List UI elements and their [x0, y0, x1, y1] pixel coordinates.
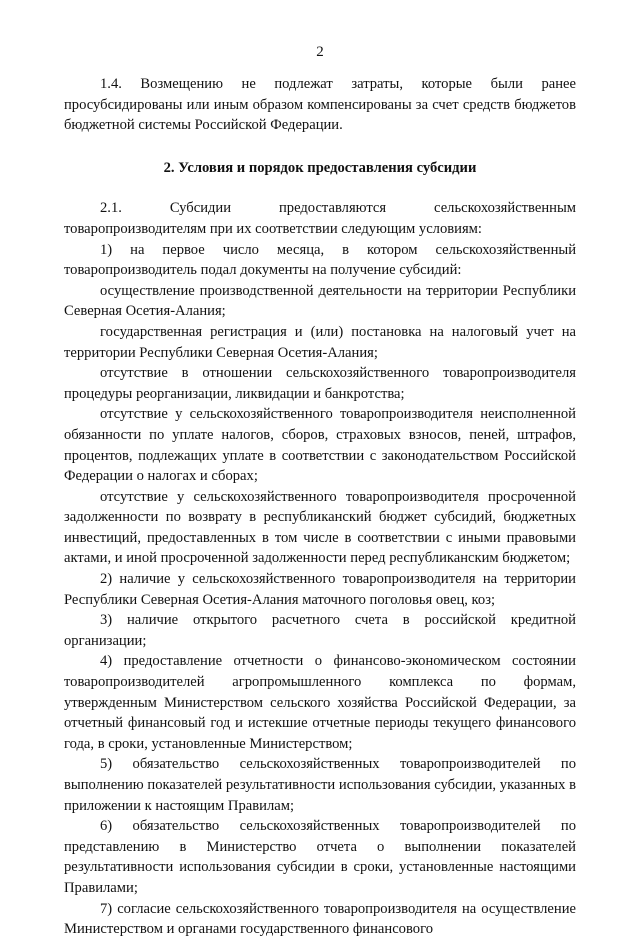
condition-1-no-reorganization: отсутствие в отношении сельскохозяйственного товаропроизводителя процедуры реорганизации, ликвидации и банкротства; [64, 365, 576, 402]
document-body [64, 74, 576, 940]
page-number: 2 [316, 44, 324, 60]
condition-6: 6) обязательство сельскохозяйственных товаропроизводителей по представлению в Министерство отчета о выполнении показателей результативности использования субсидии в сроки, установленные настоящими Правилами; [64, 818, 576, 896]
condition-5: 5) обязательство сельскохозяйственных товаропроизводителей по выполнению показателей результативности использования субсидии, указанных в приложении к настоящим Правилам; [64, 756, 576, 814]
paragraph-1-4: 1.4. Возмещению не подлежат затраты, которые были ранее просубсидированы или иным образом компенсированы за счет средств бюджетов бюджетной системы Российской Федерации. [64, 76, 576, 134]
condition-1-registration: государственная регистрация и (или) постановка на налоговый учет на территории Республики Северная Осетия-Алания; [64, 323, 576, 361]
condition-1-no-tax-debt: отсутствие у сельскохозяйственного товаропроизводителя неисполненной обязанности по уплате налогов, сборов, страховых взносов, пеней, штрафов, процентов, подлежащих уплате в соответствии с законодательством Российской Федерации о налогах и сборах; [64, 406, 576, 485]
condition-1-no-budget-debt: отсутствие у сельскохозяйственного товаропроизводителя просроченной задолженности по возврату в республиканский бюджет субсидий, бюджетных инвестиций, предоставленных в том числе в соответствии с иными правовыми актами, и иной просроченной задолженности перед республиканским бюджетом; [64, 488, 576, 567]
condition-1: 1) на первое число месяца, в котором сельскохозяйственный товаропроизводитель подал документы на получение субсидий: [64, 241, 576, 279]
condition-1-production: осуществление производственной деятельности на территории Республики Северная Осетия-Алания; [64, 282, 576, 320]
condition-7: 7) согласие сельскохозяйственного товаропроизводителя на осуществление Министерством и органами государственного финансового [64, 900, 576, 938]
condition-4: 4) предоставление отчетности о финансово-экономическом состоянии товаропроизводителей агропромышленного комплекса по формам, утвержденным Министерством сельского хозяйства Российской Федерации, за отчетный финансовый год и истекшие отчетные периоды текущего финансового года, в сроки, установленные Министерством; [64, 653, 576, 752]
condition-3: 3) наличие открытого расчетного счета в российской кредитной организации; [64, 612, 576, 649]
section-heading: 2. Условия и порядок предоставления субсидии [163, 159, 477, 176]
condition-2: 2) наличие у сельскохозяйственного товаропроизводителя на территории Республики Северная Осетия-Алания маточного поголовья овец, коз; [64, 571, 576, 608]
paragraph-2-1: 2.1. Субсидии предоставляются сельскохозяйственным товаропроизводителям при их соответствии следующим условиям: [64, 200, 576, 237]
